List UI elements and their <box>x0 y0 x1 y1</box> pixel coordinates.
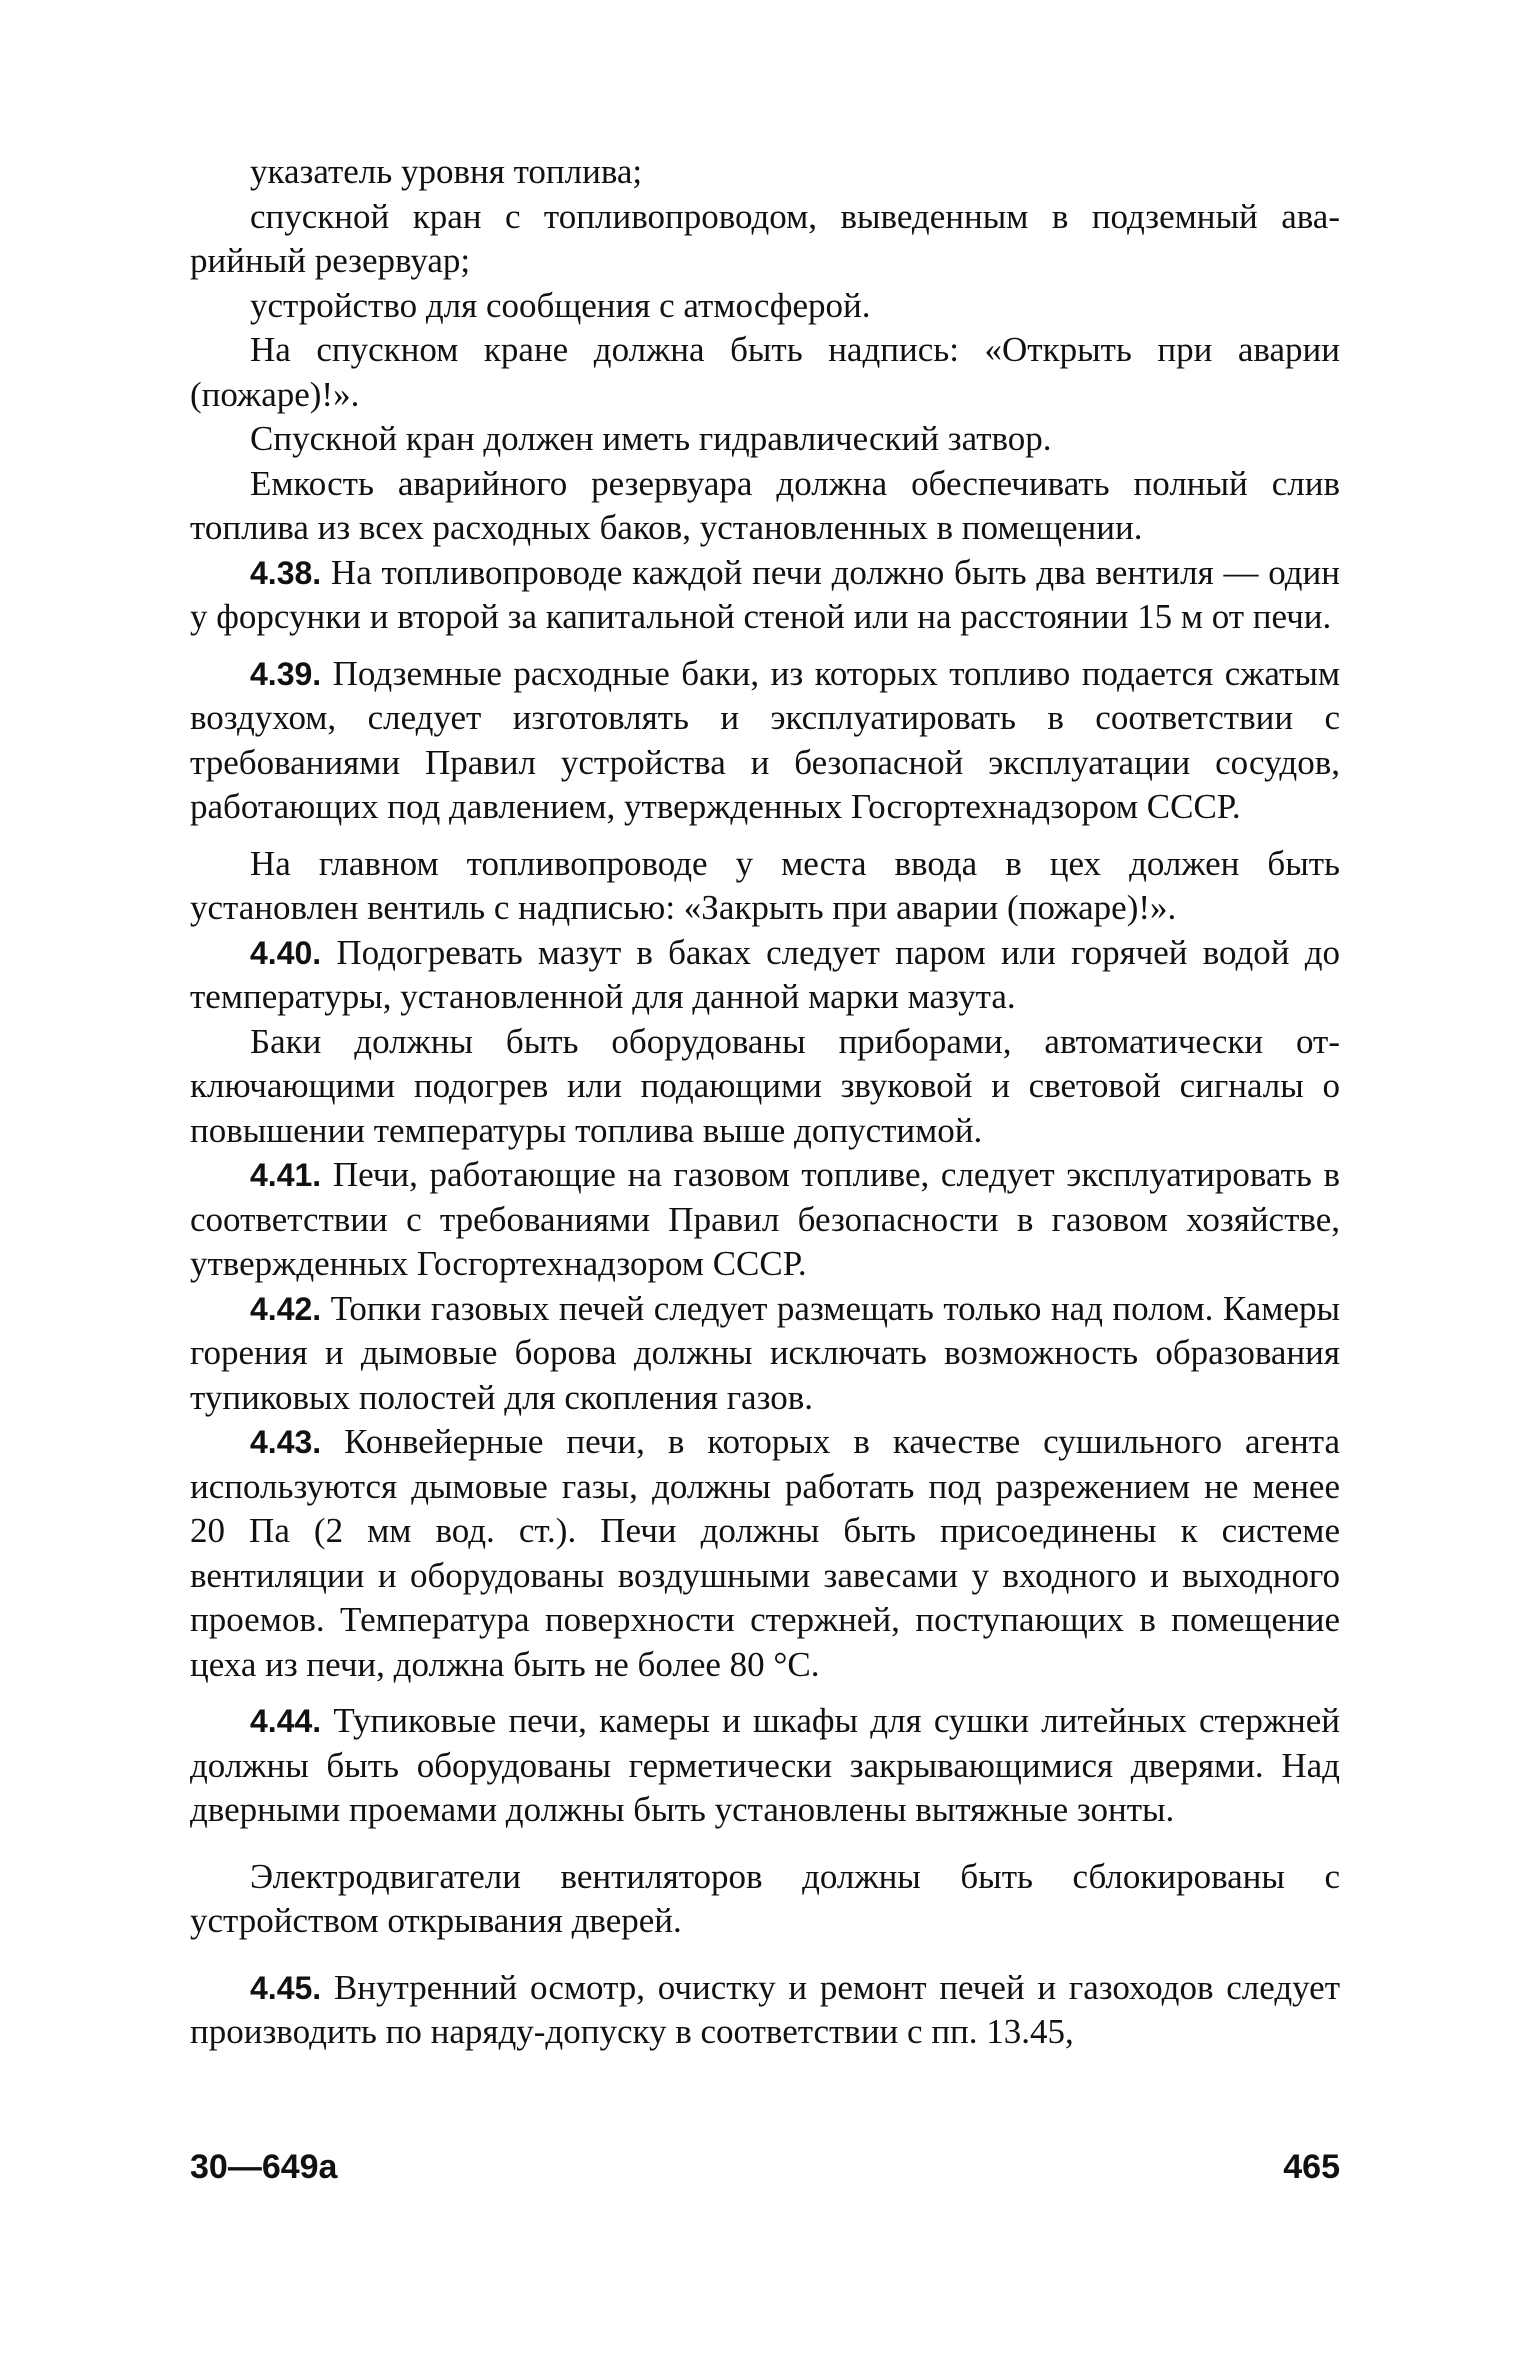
clause-4-43: 4.43. Конвейерные печи, в которых в качестве сушильного агента используются дымовые газы, должны работать под разрежением не менее 20 Па (2 мм вод. ст.). Печи должны быть присоединены к системе вентиляции и оборудованы воздушными завесами у входного и выходного проемов. Температура поверхности стержней, поступающих в помещение цеха из печи, должна быть не более 80 °С. <box>190 1422 1341 1684</box>
paragraph-drain-valve-sign: На спускном кране должна быть надпись: «Открыть при аварии (пожаре)!». <box>190 330 1340 414</box>
paragraph-drain-valve: спускной кран с топливопроводом, выведенным в подземный аварийный резервуар; <box>190 196 1340 280</box>
paragraph-fan-motors-interlock: Электродвигатели вентиляторов должны быть сблокированы с устройством открывания дверей. <box>190 1856 1340 1940</box>
clause-number: 4.42. <box>250 1290 322 1327</box>
paragraph-atmosphere-device: устройство для сообщения с атмосферой. <box>250 285 871 325</box>
paragraph-emergency-tank-capacity: Емкость аварийного резервуара должна обеспечивать полный слив топлива из всех расходных баков, установленных в помещении. <box>190 463 1340 547</box>
paragraph-fuel-level-indicator: указатель уровня топлива; <box>250 152 643 191</box>
clause-4-45: 4.45. Внутренний осмотр, очистку и ремонт печей и газоходов следует производить по наряду-допуску в соответствии с пп. 13.45, <box>190 1967 1341 2051</box>
clause-number: 4.40. <box>250 934 322 971</box>
clause-4-39: 4.39. Подземные расходные баки, из которых топливо подается сжатым воздухом, следует изготовлять и эксплуатировать в соответствии с требованиями Правил устройства и безопасной эксплуатации сосудов, работающих под давлением, утвержденных Госгортехнадзором СССР. <box>190 653 1340 826</box>
clause-number: 4.39. <box>250 655 322 692</box>
clause-4-44: 4.44. Тупиковые печи, камеры и шкафы для сушки литейных стержней должны быть оборудованы герметически закрывающимися дверями. Над дверными проемами должны быть установлены вытяжные зонты. <box>190 1701 1340 1829</box>
printer-signature: 30—649а <box>190 2148 338 2186</box>
paragraph-hydraulic-seal: Спускной кран должен иметь гидравлический затвор. <box>250 419 1052 458</box>
clause-4-42: 4.42. Топки газовых печей следует размещать только над полом. Камеры горения и дымовые борова должны исключать возможность образования тупиковых полостей для скопления газов. <box>190 1288 1340 1417</box>
clause-4-38: 4.38. На топливопроводе каждой печи должно быть два вентиля — один у форсунки и второй за капитальной стеной или на расстоянии 15 м от печи. <box>190 552 1340 636</box>
clause-number: 4.45. <box>250 1969 322 2006</box>
document-body <box>190 150 1340 2055</box>
clause-4-40: 4.40. Подогревать мазут в баках следует паром или горячей водой до температуры, установленной для данной марки мазута. <box>190 932 1340 1016</box>
clause-number: 4.44. <box>250 1703 322 1739</box>
page-number: 465 <box>1283 2148 1340 2186</box>
clause-number: 4.38. <box>250 554 322 591</box>
paragraph-tank-instruments: Баки должны быть оборудованы приборами, автоматически отключающими подогрев или подающими звуковой и световой сигналы о повышении температуры топлива выше допустимой. <box>190 1021 1340 1150</box>
paragraph-main-fuel-line-valve: На главном топливопроводе у места ввода в цех должен быть установлен вентиль с надписью: «Закрыть при аварии (пожаре)!». <box>190 843 1340 927</box>
clause-number: 4.43. <box>250 1424 322 1460</box>
clause-number: 4.41. <box>250 1157 322 1193</box>
clause-4-41: 4.41. Печи, работающие на газовом топливе, следует эксплуатировать в соответствии с требованиями Правил безопасности в газовом хозяйстве, утвержденных Госгортехнадзором СССР. <box>190 1155 1340 1283</box>
